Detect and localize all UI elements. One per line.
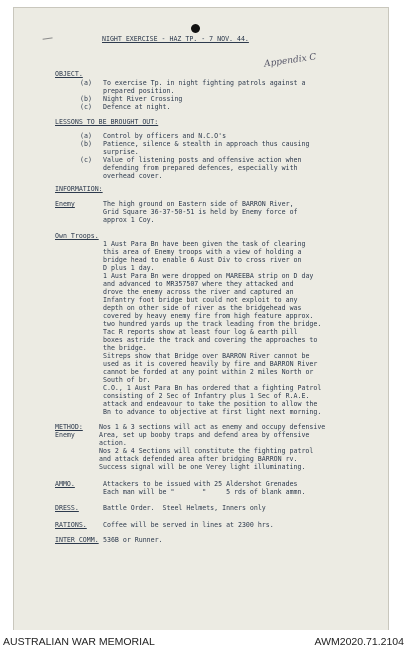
object-heading: OBJECT. (55, 70, 83, 78)
own-troops-label: Own Troops. (55, 232, 99, 240)
method-text: Nos 2 & 4 Sections will constitute the fighting patrol (99, 447, 314, 455)
lessons-item-label: (b) (80, 140, 92, 148)
ammo-text: Each man will be " " 5 rds of blank ammn. (103, 488, 306, 496)
own-troops-text: this area of Enemy troops with a view of holding a (103, 248, 302, 256)
own-troops-text: drove the enemy across the river and captured an (103, 288, 294, 296)
own-troops-text: two hundred yards up the track leading from the bridge. (103, 320, 322, 328)
own-troops-text: covered by heavy enemy fire from high feature approx. (103, 312, 314, 320)
own-troops-text: depth on other side of river as the bridgehead was (103, 304, 302, 312)
method-sub-label: Enemy (55, 431, 75, 439)
enemy-text: The high ground on Eastern side of BARRON River, (103, 200, 294, 208)
ammo-text: Attackers to be issued with 25 Aldershot Grenades (103, 480, 298, 488)
own-troops-text: Sitreps show that Bridge over BARRON River cannot be (103, 352, 310, 360)
own-troops-text: attack and endeavour to take the position to allow the (103, 400, 318, 408)
own-troops-text: the bridge. (103, 344, 147, 352)
own-troops-text: consisting of 2 Sec of Infantry plus 1 Sec of R.A.E. (103, 392, 310, 400)
object-item-text: prepared position. (103, 87, 175, 95)
object-item-text: Defence at night. (103, 103, 171, 111)
enemy-text: approx 1 Coy. (103, 216, 155, 224)
dress-text: Battle Order. Steel Helmets, Inners only (103, 504, 266, 512)
method-text: Nos 1 & 3 sections will act as enemy and occupy defensive (99, 423, 326, 431)
punch-hole (191, 24, 200, 33)
own-troops-text: used as it is covered heavily by fire and BARRON River (103, 360, 318, 368)
own-troops-text: cannot be forded at any point within 2 miles North or (103, 368, 314, 376)
document-header: NIGHT EXERCISE - HAZ TP. - 7 NOV. 44. (102, 35, 249, 43)
method-text: action. (99, 439, 127, 447)
enemy-text: Grid Square 36-37-50-51 is held by Enemy force of (103, 208, 298, 216)
lessons-item-text: Value of listening posts and offensive action when (103, 156, 302, 164)
lessons-item-text: overhead cover. (103, 172, 163, 180)
inter-comm-text: 536B or Runner. (103, 536, 163, 544)
information-heading: INFORMATION: (55, 185, 103, 193)
own-troops-text: Tac R reports show at least four log & earth pill (103, 328, 298, 336)
method-text: Success signal will be one Verey light illuminating. (99, 463, 306, 471)
own-troops-text: D plus 1 day. (103, 264, 155, 272)
enemy-label: Enemy (55, 200, 75, 208)
own-troops-text: bridge head to enable 6 Aust Div to cross river on (103, 256, 302, 264)
own-troops-text: boxes astride the track and covering the approaches to (103, 336, 318, 344)
lessons-item-text: surprise. (103, 148, 139, 156)
lessons-item-text: defending from prepared defences, especially with (103, 164, 298, 172)
object-item-text: Night River Crossing (103, 95, 183, 103)
lessons-item-text: Control by officers and N.C.O's (103, 132, 227, 140)
own-troops-text: C.O., 1 Aust Para Bn has ordered that a fighting Patrol (103, 384, 322, 392)
object-item-label: (b) (80, 95, 92, 103)
inter-comm-heading: INTER COMM. (55, 536, 99, 544)
footer-accession-number: AWM2020.71.2104 (314, 636, 404, 648)
method-text: Area, set up booby traps and defend area by offensive (99, 431, 310, 439)
method-heading: METHOD: (55, 423, 83, 431)
document-page (14, 8, 388, 630)
lessons-item-label: (a) (80, 132, 92, 140)
ammo-heading: AMMO. (55, 480, 75, 488)
lessons-heading: LESSONS TO BE BROUGHT OUT: (55, 118, 159, 126)
pencil-mark (43, 37, 54, 45)
own-troops-text: and advanced to MR357507 where they attacked and (103, 280, 294, 288)
own-troops-text: 1 Aust Para Bn were dropped on MAREEBA strip on D day (103, 272, 314, 280)
own-troops-text: Infantry foot bridge but could not exploit to any (103, 296, 298, 304)
object-item-label: (a) (80, 79, 92, 87)
lessons-item-label: (c) (80, 156, 92, 164)
lessons-item-text: Patience, silence & stealth in approach thus causing (103, 140, 310, 148)
object-item-label: (c) (80, 103, 92, 111)
object-item-text: To exercise Tp. in night fighting patrols against a (103, 79, 306, 87)
method-text: and attack defended area after bridging BARRON rv. (99, 455, 298, 463)
own-troops-text: 1 Aust Para Bn have been given the task of clearing (103, 240, 306, 248)
own-troops-text: Bn to advance to objective at first light next morning. (103, 408, 322, 416)
footer-institution: AUSTRALIAN WAR MEMORIAL (3, 636, 155, 648)
rations-heading: RATIONS. (55, 521, 87, 529)
own-troops-text: South of br. (103, 376, 151, 384)
handwritten-annotation: Appendix C (263, 52, 318, 70)
rations-text: Coffee will be served in lines at 2300 hrs. (103, 521, 274, 529)
dress-heading: DRESS. (55, 504, 79, 512)
